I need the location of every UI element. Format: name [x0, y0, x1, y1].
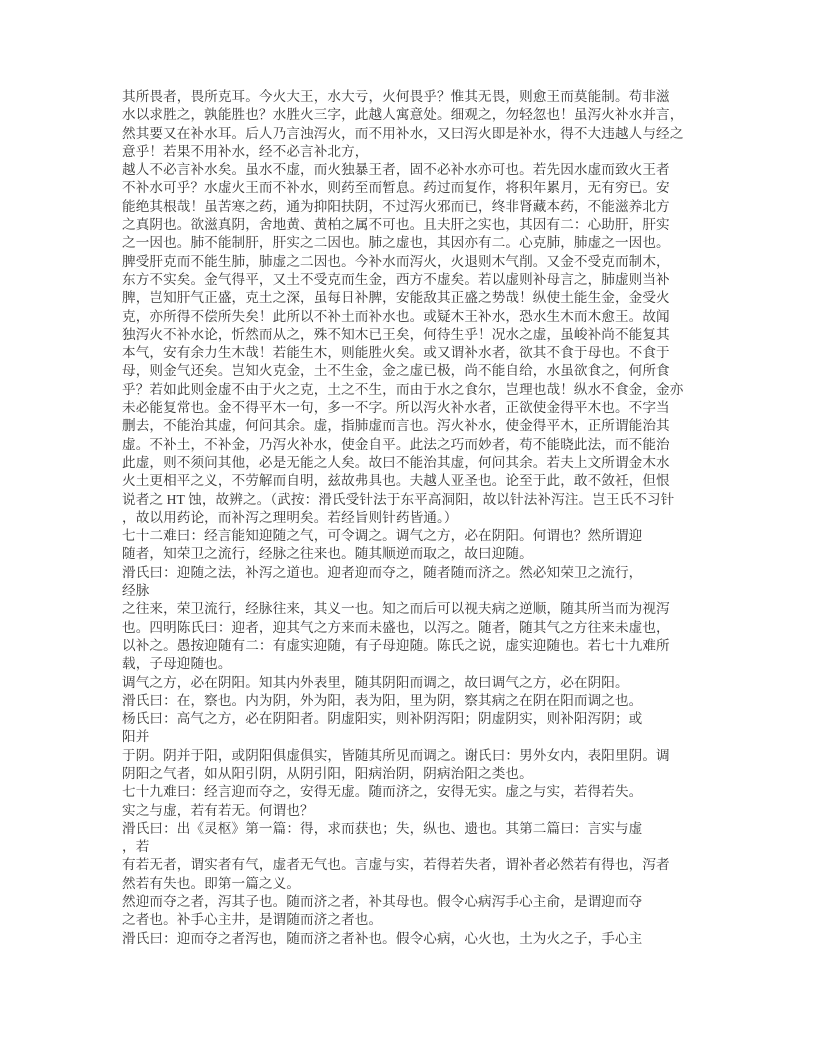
text-line: 火土更相平之义，不劳解而自明，兹故弗具也。夫越人亚圣也。论至于此，敢不敛衽，但恨	[122, 473, 670, 489]
text-line: 独泻火不补水论，忻然而从之，殊不知木已王矣，何待生乎！况水之虚，虽峻补尚不能复其	[122, 326, 670, 342]
text-line: 脾受肝克而不能生肺，肺虚之二因也。今补水而泻火，火退则木气削。又金不受克而制木，	[122, 253, 670, 269]
text-line: 滑氏曰：出《灵枢》第一篇：得，求而获也；失，纵也、遗也。其第二篇曰：言实与虚	[122, 820, 643, 836]
text-line: 东方不实矣。金气得平，又土不受克而生金，西方不虚矣。若以虚则补母言之，肺虚则当补	[122, 271, 670, 287]
text-line: 杨氏曰：高气之方，必在阴阳者。阴虚阳实，则补阴泻阳；阴虚阴实，则补阳泻阴；或	[122, 711, 643, 727]
text-line: 滑氏曰：在，察也。内为阴，外为阳，表为阳，里为阴，察其病之在阴在阳而调之也。	[122, 692, 643, 708]
text-line: 此虚，则不须问其他，必是无能之人矣。故曰不能治其虚，何问其余。若夫上文所谓金木水	[122, 454, 670, 470]
text-line: 七十九难曰：经言迎而夺之，安得无虚。随而济之，安得无实。虚之与实，若得若失。	[122, 784, 643, 800]
text-line: 不补水可乎？水虚火王而不补水，则药至而暂息。药过而复作，将积年累月，无有穷已。安	[122, 180, 670, 196]
text-line: 删去，不能治其虚，何问其余。虚，指肺虚而言也。泻火补水，使金得平木，正所谓能治其	[122, 418, 670, 434]
text-line: 之真阴也。欲滋真阴，舍地黄、黄柏之属不可也。且夫肝之实也，其因有二：心助肝，肝实	[122, 217, 670, 233]
text-line: 水以求胜之，孰能胜也？水胜火三字，此越人寓意处。细观之，勿轻忽也！虽泻火补水并言，	[122, 107, 684, 123]
text-line: 乎？若如此则金虚不由于火之克，土之不生，而由于水之食尔，岂理也哉！纵水不食金，金亦	[122, 381, 684, 397]
text-line: 以补之。愚按迎随有二：有虚实迎随，有子母迎随。陈氏之说，虚实迎随也。若七十九难所	[122, 637, 670, 653]
text-line: 有若无者，谓实者有气，虚者无气也。言虚与实，若得若失者，谓补者必然若有得也，泻者	[122, 857, 670, 873]
text-line: 本气，安有余力生木哉！若能生木，则能胜火矣。或又谓补水者，欲其不食于母也。不食于	[122, 345, 670, 361]
text-line: 滑氏曰：迎而夺之者泻也，随而济之者补也。假令心病，心火也，土为火之子，手心主	[122, 930, 643, 946]
text-line: 之一因也。肺不能制肝，肝实之二因也。肺之虚也，其因亦有二。心克肺，肺虚之一因也。	[122, 235, 670, 251]
text-line: 随者，知荣卫之流行，经脉之往来也。随其顺逆而取之，故曰迎随。	[122, 546, 533, 562]
text-line: ，故以用药论，而补泻之理明矣。若经旨则针药皆通。）	[122, 509, 458, 525]
text-line: 其所畏者，畏所克耳。今火大王，水大亏，火何畏乎？惟其无畏，则愈王而莫能制。苟非滋	[122, 89, 670, 104]
text-line: 然若有失也。即第一篇之义。	[122, 875, 301, 891]
text-line: 阳并	[122, 729, 150, 745]
text-line: 之往来，荣卫流行，经脉往来，其义一也。知之而后可以视夫病之逆顺，随其所当而为视泻	[122, 601, 670, 617]
text-line: 实之与虚，若有若无。何谓也？	[122, 802, 314, 818]
text-line: 脾，岂知肝气正盛，克土之深，虽每日补脾，安能敌其正盛之势哉！纵使土能生金，金受火	[122, 290, 670, 306]
text-line: 滑氏曰：迎随之法，补泻之道也。迎者迎而夺之，随者随而济之。然必知荣卫之流行，	[122, 564, 643, 580]
text-line: 调气之方，必在阴阳。知其内外表里，随其阴阳而调之，故曰调气之方，必在阴阳。	[122, 674, 629, 690]
text-line: 越人不必言补水矣。虽水不虚，而火独暴王者，固不必补水亦可也。若先因水虚而致火王者	[122, 162, 670, 178]
text-line: 载，子母迎随也。	[122, 656, 232, 672]
text-line: ，若	[122, 839, 150, 855]
text-line: 七十二难曰：经言能知迎随之气，可令调之。调气之方，必在阴阳。何谓也？然所谓迎	[122, 528, 643, 544]
text-line: 说者之 HT 蚀，故辨之。（武按：滑氏受针法于东平高洞阳，故以针法补泻注。岂王氏不习针	[122, 491, 675, 507]
text-line: 意乎！若果不用补水，经不必言补北方，	[122, 143, 369, 159]
text-line: 也。四明陈氏曰：迎者，迎其气之方来而未盛也，以泻之。随者，随其气之方往来未虚也，	[122, 619, 670, 635]
text-line: 阴阳之气者，如从阳引阴，从阴引阳，阳病治阴，阴病治阳之类也。	[122, 765, 533, 781]
text-line: 未必能复常也。金不得平木一句，多一不字。所以泻火补水者，正欲使金得平木也。不字当	[122, 400, 670, 416]
text-line: 经脉	[122, 583, 150, 599]
document-text-block	[122, 88, 708, 948]
text-line: 于阴。阴并于阳，或阴阳俱虚俱实，皆随其所见而调之。谢氏曰：男外女内，表阳里阴。调	[122, 747, 670, 763]
text-line: 然迎而夺之者，泻其子也。随而济之者，补其母也。假令心病泻手心主俞，是谓迎而夺	[122, 894, 643, 910]
text-line: 母，则金气还矣。岂知火克金，土不生金，金之虚已极，尚不能自给，水虽欲食之，何所食	[122, 363, 670, 379]
text-line: 之者也。补手心主井，是谓随而济之者也。	[122, 912, 383, 928]
text-line: 克，亦所得不偿所失矣！此所以不补土而补水也。或疑木王补水，恐水生木而木愈王。故闻	[122, 308, 670, 324]
text-line: 能绝其根哉！虽苦寒之药，通为抑阳扶阴，不过泻火邪而已，终非肾藏本药，不能滋养北方	[122, 198, 670, 214]
text-line: 然其要又在补水耳。后人乃言浊泻火，而不用补水，又曰泻火即是补水，得不大违越人与经之	[122, 125, 684, 141]
text-line: 虚。不补土，不补金，乃泻火补水，使金自平。此法之巧而妙者，苟不能晓此法，而不能治	[122, 436, 670, 452]
